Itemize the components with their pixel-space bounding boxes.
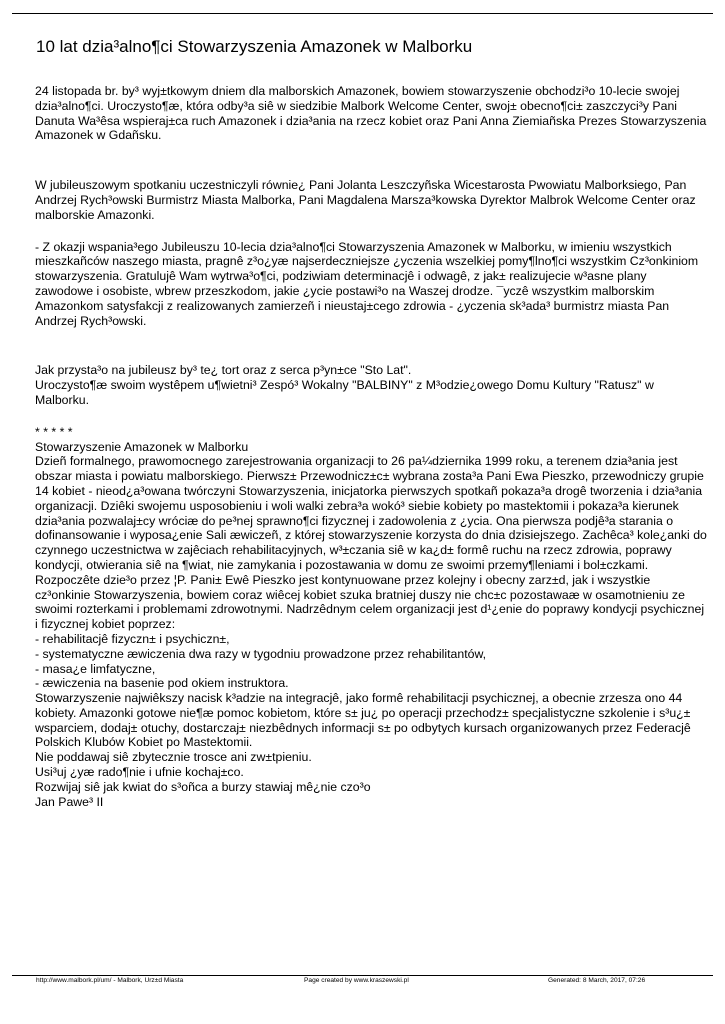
paragraph-cake: Jak przysta³o na jubileusz by³ te¿ tort oraz z serca p³yn±ce "Sto Lat". (35, 363, 412, 378)
article-body (35, 84, 707, 809)
paragraph-guests: W jubileuszowym spotkaniu uczestniczyli równie¿ Pani Jolanta Leszczyñska Wicestarosta Pwowiatu Malborksiego, Pan Andrzej Rych³owski Burmistrz Miasta Malborka, Pani Magdalena Marsza³kowska Dyrektor Malbrok Welcome Center oraz malborskie Amazonki. (35, 178, 696, 222)
list-item: - rehabilitacjê fizyczn± i psychiczn±, (35, 631, 230, 646)
footer-generated: Generated: 8 March, 2017, 07:26 (548, 977, 646, 984)
footer-rule (12, 975, 713, 976)
paragraph-closing: Stowarzyszenie najwiêkszy nacisk k³adzie na integracjê, jako formê rehabilitacji psychicznej, a obecnie zrzesza ono 44 kobiety. Amazonki gotowe nie¶æ pomoc kobietom, które s± ju¿ po operacji przechodz± specjalistyczne szkolenie i s³u¿± wsparciem, dodaj± otuchy, dostarczaj± niezbêdnych informacji s± po odbytych kursach organizowanych przez Federacjê Polskich Klubów Kobiet po Mastektomii. (35, 691, 691, 750)
org-heading: Stowarzyszenie Amazonek w Malborku (35, 439, 249, 454)
footer-source-link[interactable]: http://www.malbork.pl/um/ - Malbork, Urz±d Miasta (36, 977, 184, 984)
section-separator: * * * * * (35, 424, 73, 439)
footer-credit: Page created by www.kraszewski.pl (304, 977, 409, 984)
page-title: 10 lat dzia³alno¶ci Stowarzyszenia Amazonek w Malborku (36, 37, 473, 56)
top-rule (12, 13, 713, 14)
quote-line: Usi³uj ¿yæ rado¶nie i ufnie kochaj±co. (35, 765, 244, 780)
quote-author: Jan Pawe³ II (35, 794, 104, 809)
list-item: - masa¿e limfatyczne, (35, 661, 156, 676)
paragraph-mayor-wishes: - Z okazji wspania³ego Jubileuszu 10-lecia dzia³alno¶ci Stowarzyszenia Amazonek w Malborku, w imieniu wszystkich mieszkañców naszego miasta, pragnê z³o¿yæ najserdeczniejsze ¿yczenia wszelkiej pomy¶lno¶ci wszystkim Cz³onkiniom stowarzyszenia. Gratulujê Wam wytrwa³o¶ci, podziwiam determinacjê i odwagê, z jak± realizujecie w³asne plany zawodowe i osobiste, wbrew przeszkodom, jakie ¿ycie postawi³o na Waszej drodze. ¯yczê wszystkim malborskim Amazonkom satysfakcji z realizowanych zamierzeñ i nieustaj±cego zdrowia - ¿yczenia sk³ada³ burmistrz miasta Pan Andrzej Rych³owski. (35, 239, 699, 328)
list-item: - æwiczenia na basenie pod okiem instruktora. (35, 676, 289, 691)
list-item: - systematyczne æwiczenia dwa razy w tygodniu prowadzone przez rehabilitantów, (35, 646, 487, 661)
quote-line: Rozwijaj siê jak kwiat do s³oñca a burzy stawiaj mê¿nie czo³o (35, 779, 371, 794)
org-description: Dzieñ formalnego, prawomocnego zarejestrowania organizacji to 26 pa¼dziernika 1999 roku, a terenem dzia³ania jest obszar miasta i powiatu malborskiego. Pierwsz± Przewodnicz±c± wybrana zosta³a Pani Ewa Pieszko, przewodniczy grupie 14 kobiet - nieod¿a³owana twórczyni Stowarzyszenia, inicjatorka pierwszych spotkañ pokaza³a drogê tworzenia i dzia³ania organizacji. Dziêki swojemu usposobieniu i woli walki zebra³a wokó³ siebie kobiety po mastektomii i pokaza³a kierunek dzia³ania pozwalaj±cy wróciæ do pe³nej sprawno¶ci fizycznej i zadowolenia z ¿ycia. Ona pierwsza podjê³a starania o dofinansowanie i wyposa¿enie Sali æwiczeñ, z której stowarzyszenie korzysta do dnia dzisiejszego. Zachêca³ kole¿anki do czynnego uczestnictwa w zajêciach rehabilitacyjnych, w³±czania siê w ka¿d± formê ruchu na rzecz zdrowia, poprawy kondycji, otwierania siê na ¶wiat, nie zamykania i pozostawania w domu ze swoimi przemy¶leniami i bol±czkami. Rozpoczête dzie³o przez ¦P. Pani± Ewê Pieszko jest kontynuowane przez kolejny i obecny zarz±d, jak i wszystkie cz³onkinie Stowarzyszenia, bowiem coraz wiêcej kobiet szuka bratniej duszy nie chc±c pozostawaæ w osamotnieniu ze swoimi rozterkami i problemami zdrowotnymi. Nadrzêdnym celem organizacji jest d¹¿enie do poprawy kondycji psychicznej i fizycznej kobiet poprzez: (35, 454, 707, 632)
paragraph-performance: Uroczysto¶æ swoim wystêpem u¶wietni³ Zespó³ Wokalny "BALBINY" z M³odzie¿owego Domu Kultury "Ratusz" w Malborku. (35, 378, 654, 407)
paragraph-intro: 24 listopada br. by³ wyj±tkowym dniem dla malborskich Amazonek, bowiem stowarzyszenie obchodzi³o 10-lecie swojej dzia³alno¶ci. Uroczysto¶æ, która odby³a siê w siedzibie Malbork Welcome Center, swoj± obecno¶ci± zaszczyci³y Pani Danuta Wa³êsa wspieraj±ca ruch Amazonek i dzia³ania na rzecz kobiet oraz Pani Anna Ziemiañska Prezes Stowarzyszenia Amazonek w Gdañsku. (35, 84, 707, 143)
quote-line: Nie poddawaj siê zbytecznie trosce ani zw±tpieniu. (35, 750, 312, 765)
